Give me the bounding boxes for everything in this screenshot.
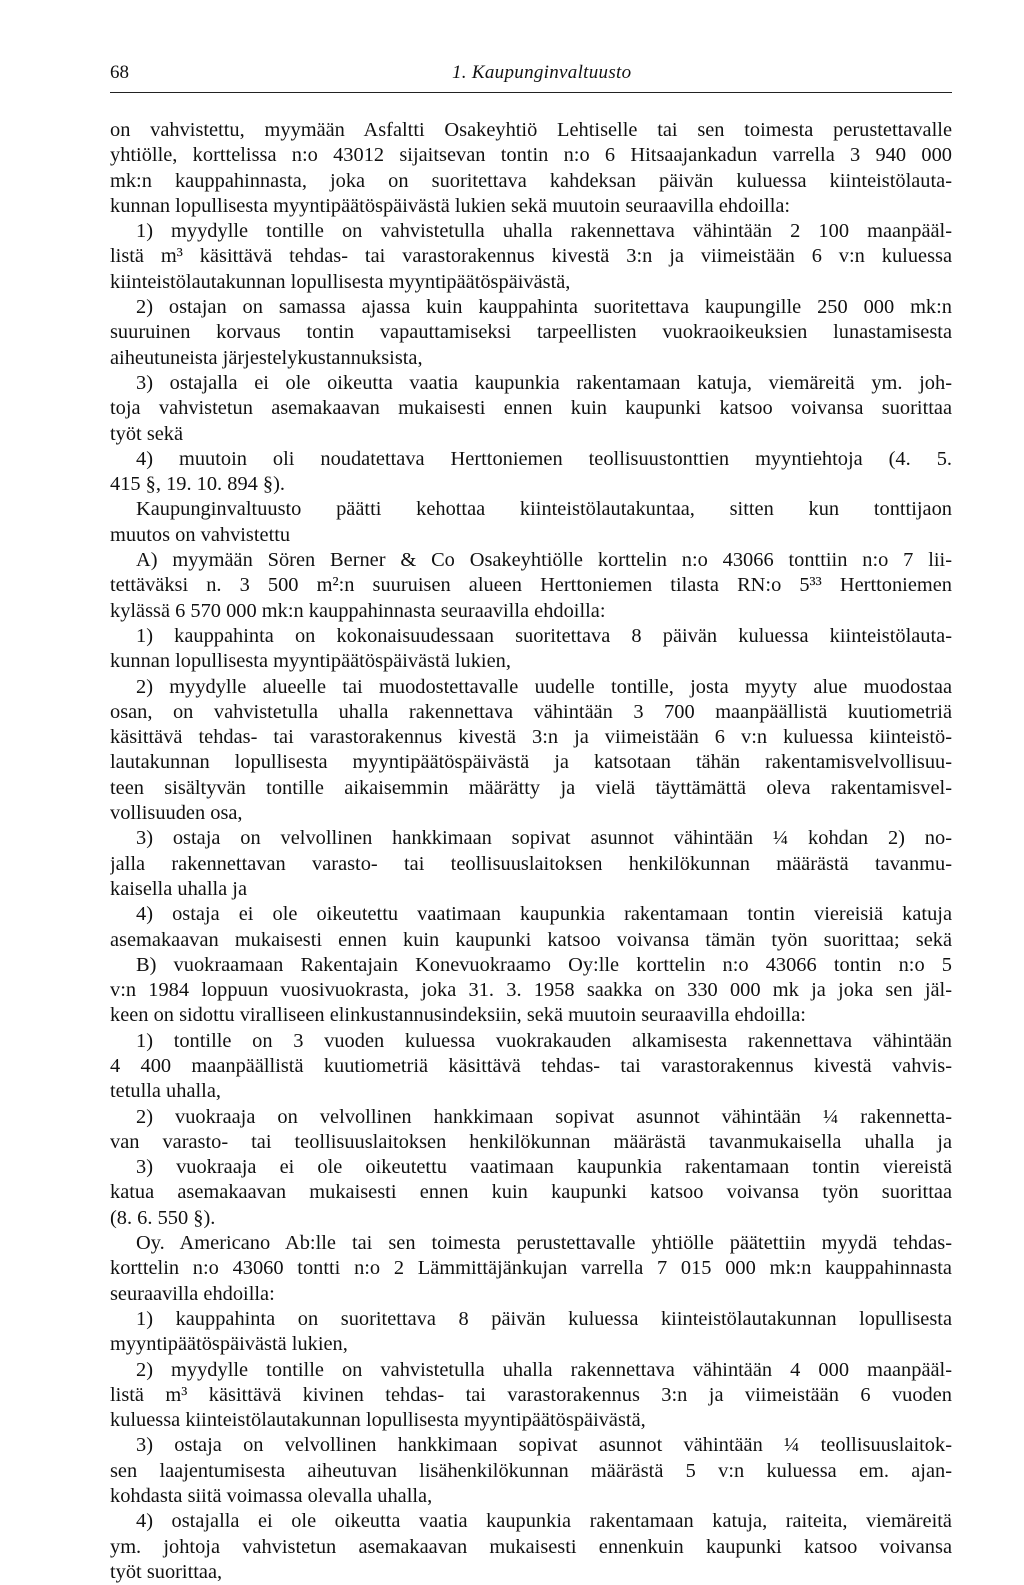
text-line: suuruinen korvaus tontin vapauttamiseksi tarpeellisten vuokraoikeuksien lunastamisesta (110, 321, 952, 344)
text-line: katua asemakaavan mukaisesti ennen kuin kaupunki katsoo voivansa työn suorittaa (110, 1181, 952, 1204)
text-line: asemakaavan mukaisesti ennen kuin kaupunki katsoo voivansa tämän työn suorittaa; sekä (110, 928, 952, 951)
text-line: mk:n kauppahinnasta, joka on suoritettava kahdeksan päivän kuluessa kiinteistölauta- (110, 169, 952, 192)
page-number: 68 (110, 62, 129, 83)
text-line: jalla rakennettavan varasto- tai teollisuuslaitoksen henkilökunnan määrästä tavanmu- (110, 852, 952, 875)
text-line: 415 §, 19. 10. 894 §). (110, 473, 286, 496)
text-line: B) vuokraamaan Rakentajain Konevuokraamo Oy:lle korttelin n:o 43066 tontin n:o 5 (136, 953, 952, 976)
text-line: käsittävä tehdas- tai varastorakennus kivestä 3:n ja viimeistään 6 v:n kuluessa kiinteistö- (110, 726, 952, 749)
text-line: yhtiölle, korttelissa n:o 43012 sijaitsevan tontin n:o 6 Hitsaajankadun varrella 3 940 000 (110, 144, 952, 167)
text-line: 1) kauppahinta on suoritettava 8 päivän kuluessa kiinteistölautakunnan lopullisesta (136, 1307, 952, 1330)
text-line: 1) kauppahinta on kokonaisuudessaan suoritettava 8 päivän kuluessa kiinteistölauta- (136, 624, 952, 647)
text-line: 1) tontille on 3 vuoden kuluessa vuokrakauden alkamisesta rakennettava vähintään (136, 1029, 952, 1052)
text-line: 2) ostajan on samassa ajassa kuin kauppahinta suoritettava kaupungille 250 000 mk:n (136, 296, 952, 319)
text-line: on vahvistettu, myymään Asfaltti Osakeyhtiö Lehtiselle tai sen toimesta perustettavalle (110, 119, 952, 141)
text-line: v:n 1984 loppuun vuosivuokrasta, joka 31. 3. 1958 saakka on 330 000 mk ja joka sen jäl- (110, 979, 952, 1002)
text-line: kiinteistölautakunnan lopullisesta myyntipäätöspäivästä, (110, 270, 571, 293)
text-line: tettäväksi n. 3 500 m²:n suuruisen alueen Herttoniemen tilasta RN:o 5³³ Herttoniemen (110, 574, 952, 597)
body-text (110, 118, 952, 1585)
text-line: kunnan lopullisesta myyntipäätöspäivästä lukien sekä muutoin seuraavilla ehdoilla: (110, 194, 791, 217)
header-rule (110, 92, 952, 93)
page-header (110, 62, 952, 92)
text-line: lautakunnan lopullisesta myyntipäätöspäivästä ja katsotaan tähän rakentamisvelvollisuu- (110, 751, 952, 774)
text-line: kuluessa kiinteistölautakunnan lopullisesta myyntipäätöspäivästä, (110, 1409, 646, 1432)
text-line: muutos on vahvistettu (110, 523, 291, 546)
text-line: 2) myydylle tontille on vahvistetulla uhalla rakennettava vähintään 4 000 maanpääl- (136, 1358, 952, 1381)
text-line: 4) ostajalla ei ole oikeutta vaatia kaupunkia rakentamaan katuja, raiteita, viemäreitä (136, 1510, 952, 1533)
text-line: 4) ostaja ei ole oikeutettu vaatimaan kaupunkia rakentamaan tontin viereisiä katuja (136, 903, 952, 926)
text-line: listä m³ käsittävä tehdas- tai varastorakennus kivestä 3:n ja viimeistään 6 v:n kuluessa (110, 245, 952, 268)
text-line: vollisuuden osa, (110, 802, 243, 825)
text-line: 2) vuokraaja on velvollinen hankkimaan sopivat asunnot vähintään ¼ rakennetta- (136, 1105, 952, 1128)
text-line: sen laajentumisesta aiheutuvan lisähenkilökunnan määrästä 5 v:n kuluessa em. ajan- (110, 1459, 952, 1482)
text-line: Oy. Americano Ab:lle tai sen toimesta perustettavalle yhtiölle päätettiin myydä tehdas- (136, 1232, 952, 1255)
text-line: myyntipäätöspäivästä lukien, (110, 1333, 348, 1356)
text-line: 4 400 maanpäällistä kuutiometriä käsittävä tehdas- tai varastorakennus kivestä vahvis- (110, 1054, 952, 1077)
text-line: 3) ostajalla ei ole oikeutta vaatia kaupunkia rakentamaan katuja, viemäreitä ym. joh- (136, 371, 952, 394)
running-head: 1. Kaupunginvaltuusto (452, 62, 632, 83)
text-line: (8. 6. 550 §). (110, 1206, 216, 1229)
text-line: 4) muutoin oli noudatettava Herttoniemen teollisuustonttien myyntiehtoja (4. 5. (136, 447, 952, 470)
text-line: A) myymään Sören Berner & Co Osakeyhtiölle korttelin n:o 43066 tonttiin n:o 7 lii- (136, 549, 952, 572)
text-line: tetulla uhalla, (110, 1080, 221, 1103)
text-line: osan, on vahvistetulla uhalla rakennettava vähintään 3 700 maanpäällistä kuutiometriä (110, 700, 952, 723)
text-line: aiheutuneista järjestelykustannuksista, (110, 346, 423, 369)
text-line: 3) vuokraaja ei ole oikeutettu vaatimaan kaupunkia rakentamaan tontin viereistä (136, 1156, 952, 1179)
text-line: kohdasta siitä voimassa olevalla uhalla, (110, 1485, 433, 1508)
text-line: työt sekä (110, 422, 184, 445)
text-line: Kaupunginvaltuusto päätti kehottaa kiinteistölautakuntaa, sitten kun tonttijaon (136, 498, 952, 521)
text-line: kaisella uhalla ja (110, 877, 248, 900)
text-line: van varasto- tai teollisuuslaitoksen henkilökunnan määrästä tavanmukaisella uhalla ja (110, 1130, 952, 1153)
text-line: 3) ostaja on velvollinen hankkimaan sopivat asunnot vähintään ¼ teollisuuslaitok- (136, 1434, 952, 1457)
text-line: 1) myydylle tontille on vahvistetulla uhalla rakennettava vähintään 2 100 maanpääl- (136, 220, 952, 243)
text-line: 2) myydylle alueelle tai muodostettavalle uudelle tontille, josta myyty alue muodostaa (136, 675, 952, 698)
text-line: kunnan lopullisesta myyntipäätöspäivästä lukien, (110, 650, 511, 673)
text-line: työt suorittaa, (110, 1560, 223, 1583)
text-line: 3) ostaja on velvollinen hankkimaan sopivat asunnot vähintään ¼ kohdan 2) no- (136, 827, 952, 850)
text-line: kylässä 6 570 000 mk:n kauppahinnasta seuraavilla ehdoilla: (110, 599, 606, 622)
text-line: toja vahvistetun asemakaavan mukaisesti ennen kuin kaupunki katsoo voivansa suorittaa (110, 397, 952, 420)
text-line: keen on sidottu viralliseen elinkustannusindeksiin, sekä muutoin seuraavilla ehdoilla: (110, 1004, 806, 1027)
text-line: ym. johtoja vahvistetun asemakaavan mukaisesti ennenkuin kaupunki katsoo voivansa (110, 1535, 952, 1558)
text-line: korttelin n:o 43060 tontti n:o 2 Lämmittäjänkujan varrella 7 015 000 mk:n kauppahinnasta (110, 1257, 952, 1280)
text-line: listä m³ käsittävä kivinen tehdas- tai varastorakennus 3:n ja viimeistään 6 vuoden (110, 1383, 952, 1406)
text-line: teen sisältyvän tontille aikaisemmin määrätty ja vielä täyttämättä oleva rakentamisvel- (110, 776, 952, 799)
text-line: seuraavilla ehdoilla: (110, 1282, 275, 1305)
